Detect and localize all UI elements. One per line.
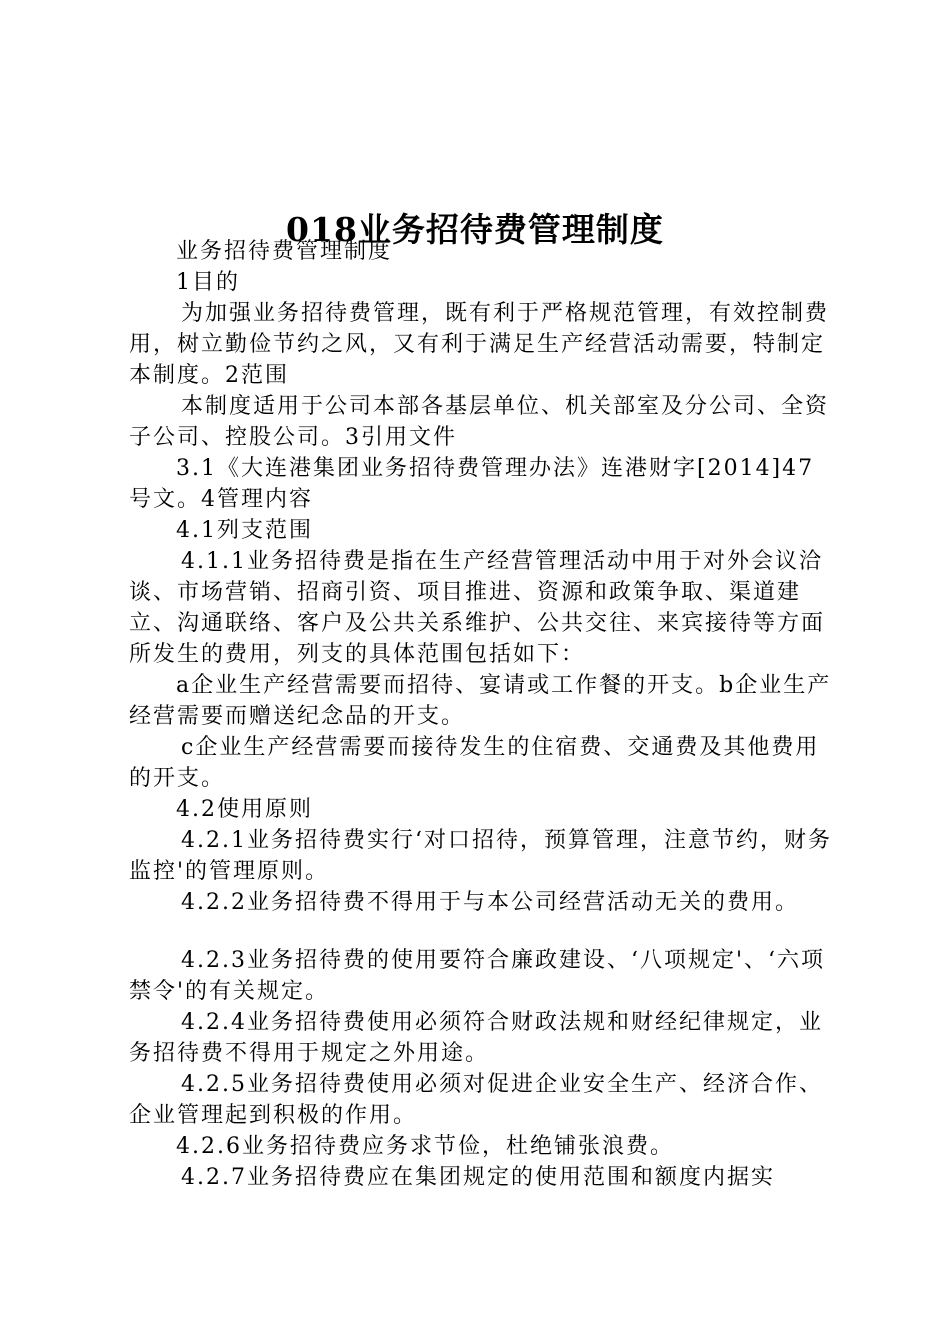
paragraph-subtitle: 业务招待费管理制度 xyxy=(176,239,393,264)
paragraph-4-2-4: 4.2.4业务招待费使用必须符合财政法规和财经纪律规定，业务招待费不得用于规定之外用途。 xyxy=(129,1010,823,1066)
paragraph-4-2-3: 4.2.3业务招待费的使用要符合廉政建设、‘八项规定'、‘六项禁令'的有关规定。 xyxy=(129,948,826,1004)
paragraph-scope: 本制度适用于公司本部各基层单位、机关部室及分公司、全资子公司、控股公司。3引用文件 xyxy=(129,394,830,450)
paragraph-4-2-7: 4.2.7业务招待费应在集团规定的使用范围和额度内据实 xyxy=(181,1165,775,1190)
section-heading-4-2: 4.2使用原则 xyxy=(176,797,313,822)
paragraph-reference: 3.1《大连港集团业务招待费管理办法》连港财字[2014]47号文。4管理内容 xyxy=(129,456,815,512)
section-heading-4-1: 4.1列支范围 xyxy=(176,518,313,543)
paragraph-4-2-1: 4.2.1业务招待费实行‘对口招待，预算管理，注意节约，财务监控'的管理原则。 xyxy=(129,828,832,884)
document-title: 018业务招待费管理制度 xyxy=(286,210,664,250)
paragraph-4-2-6: 4.2.6业务招待费应务求节俭，杜绝铺张浪费。 xyxy=(176,1134,674,1159)
paragraph-4-2-5: 4.2.5业务招待费使用必须对促进企业安全生产、经济合作、企业管理起到积极的作用。 xyxy=(129,1072,823,1128)
paragraph-purpose: 为加强业务招待费管理，既有利于严格规范管理，有效控制费用，树立勤俭节约之风，又有利于满足生产经营活动需要，特制定本制度。2范围 xyxy=(129,301,830,388)
document-body xyxy=(129,236,834,1193)
paragraph-4-1-1: 4.1.1业务招待费是指在生产经营管理活动中用于对外会议洽谈、市场营销、招商引资、项目推进、资源和政策争取、渠道建立、沟通联络、客户及公共关系维护、公共交往、来宾接待等方面所发生的费用，列支的具体范围包括如下： xyxy=(129,549,826,667)
section-heading-purpose: 1目的 xyxy=(176,270,240,295)
paragraph-item-a-b: a企业生产经营需要而招待、宴请或工作餐的开支。b企业生产经营需要而赠送纪念品的开支。 xyxy=(129,673,832,729)
paragraph-4-2-2: 4.2.2业务招待费不得用于与本公司经营活动无关的费用。 xyxy=(181,890,799,915)
paragraph-item-c: c企业生产经营需要而接待发生的住宿费、交通费及其他费用的开支。 xyxy=(129,735,820,791)
